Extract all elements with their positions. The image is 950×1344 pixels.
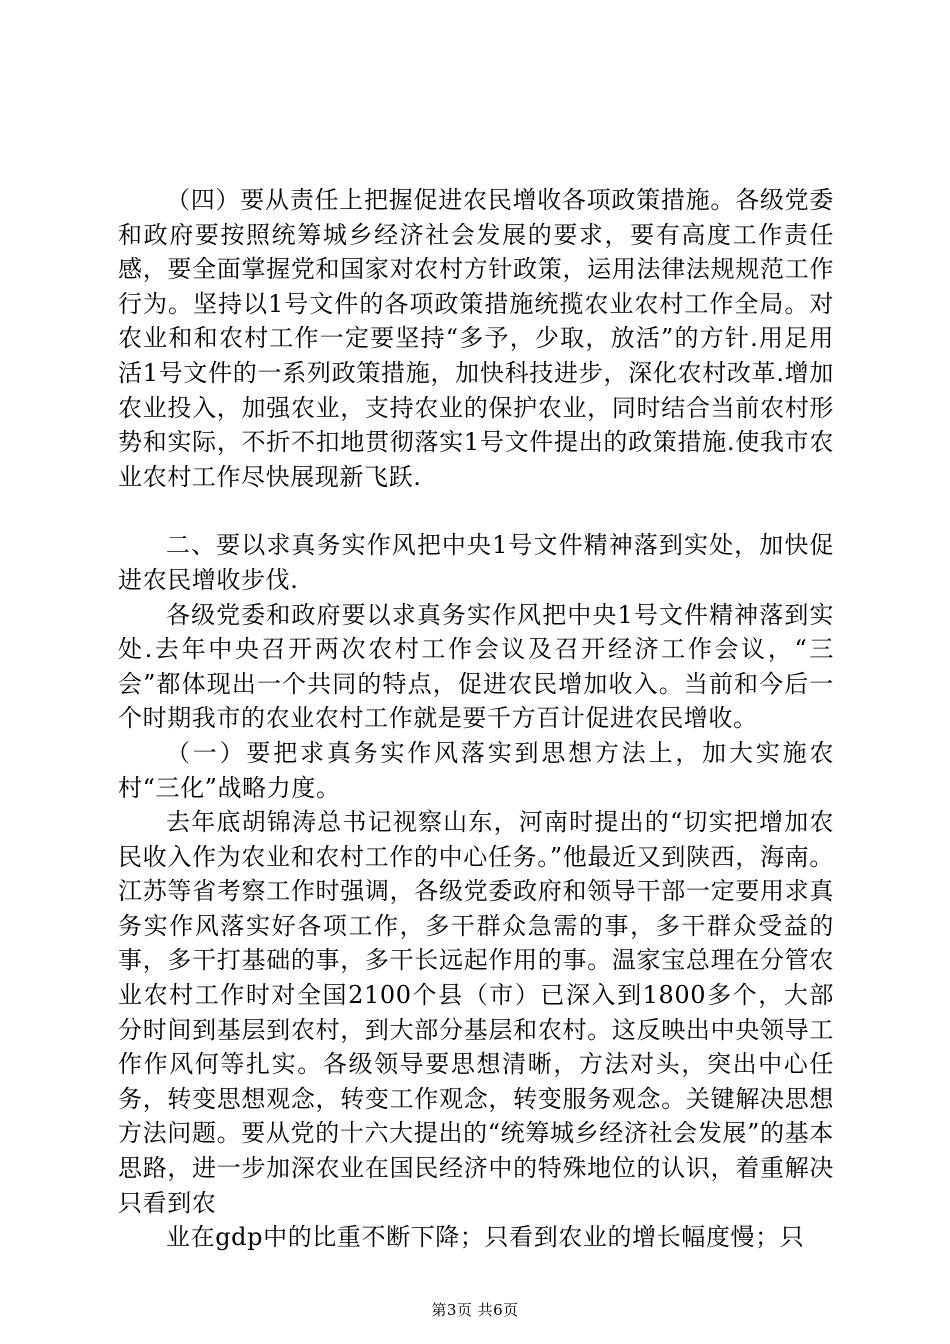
heading-section-2: 二、要以求真务实作风把中央1号文件精神落到实处，加快促进农民增收步伐. bbox=[118, 531, 834, 594]
paragraph-intro: 各级党委和政府要以求真务实作风把中央1号文件精神落到实处.去年中央召开两次农村工作会议及召开经济工作会议，“三会”都体现出一个共同的特点，促进农民增加收入。当前和今后一个时期我市的农业农村工作就是要千方百计促进农民增收。 bbox=[118, 600, 834, 733]
paragraph-body: 去年底胡锦涛总书记视察山东，河南时提出的“切实把增加农民收入作为农业和农村工作的中心任务。”他最近又到陕西，海南。江苏等省考察工作时强调，各级党委政府和领导干部一定要用求真务实作风落实好各项工作，多干群众急需的事，多干群众受益的事，多干打基础的事，多干长远起作用的事。温家宝总理在分管农业农村工作时对全国2100个县（市）已深入到1800多个，大部分时间到基层到农村，到大部分基层和农村。这反映出中央领导工作作风何等扎实。各级领导要思想清晰，方法对头，突出中心任务，转变思想观念，转变工作观念，转变服务观念。关键解决思想方法问题。要从党的十六大提出的“统筹城乡经济社会发展”的基本思路，进一步加深农业在国民经济中的特殊地位的认识，着重解决只看到农 bbox=[118, 808, 834, 1217]
paragraph-gap bbox=[118, 494, 834, 528]
paragraph-continuation: 业在gdp中的比重不断下降；只看到农业的增长幅度慢；只 bbox=[166, 1223, 805, 1252]
page-number-footer: 第3页 共6页 bbox=[431, 1301, 519, 1319]
document-body bbox=[118, 183, 834, 1255]
paragraph-section-4: （四）要从责任上把握促进农民增收各项政策措施。各级党委和政府要按照统筹城乡经济社会发展的要求，要有高度工作责任感，要全面掌握党和国家对农村方针政策，运用法律法规规范工作行为。坚持以1号文件的各项政策措施统揽农业农村工作全局。对农业和和农村工作一定要坚持“多予，少取，放活”的方针.用足用活1号文件的一系列政策措施，加快科技进步，深化农村改革.增加农业投入，加强农业，支持农业的保护农业，同时结合当前农村形势和实际，不折不扣地贯彻落实1号文件提出的政策措施.使我市农业农村工作尽快展现新飞跃. bbox=[118, 186, 834, 491]
heading-subsection-1: （一）要把求真务实作风落实到思想方法上，加大实施农村“三化”战略力度。 bbox=[118, 738, 834, 802]
